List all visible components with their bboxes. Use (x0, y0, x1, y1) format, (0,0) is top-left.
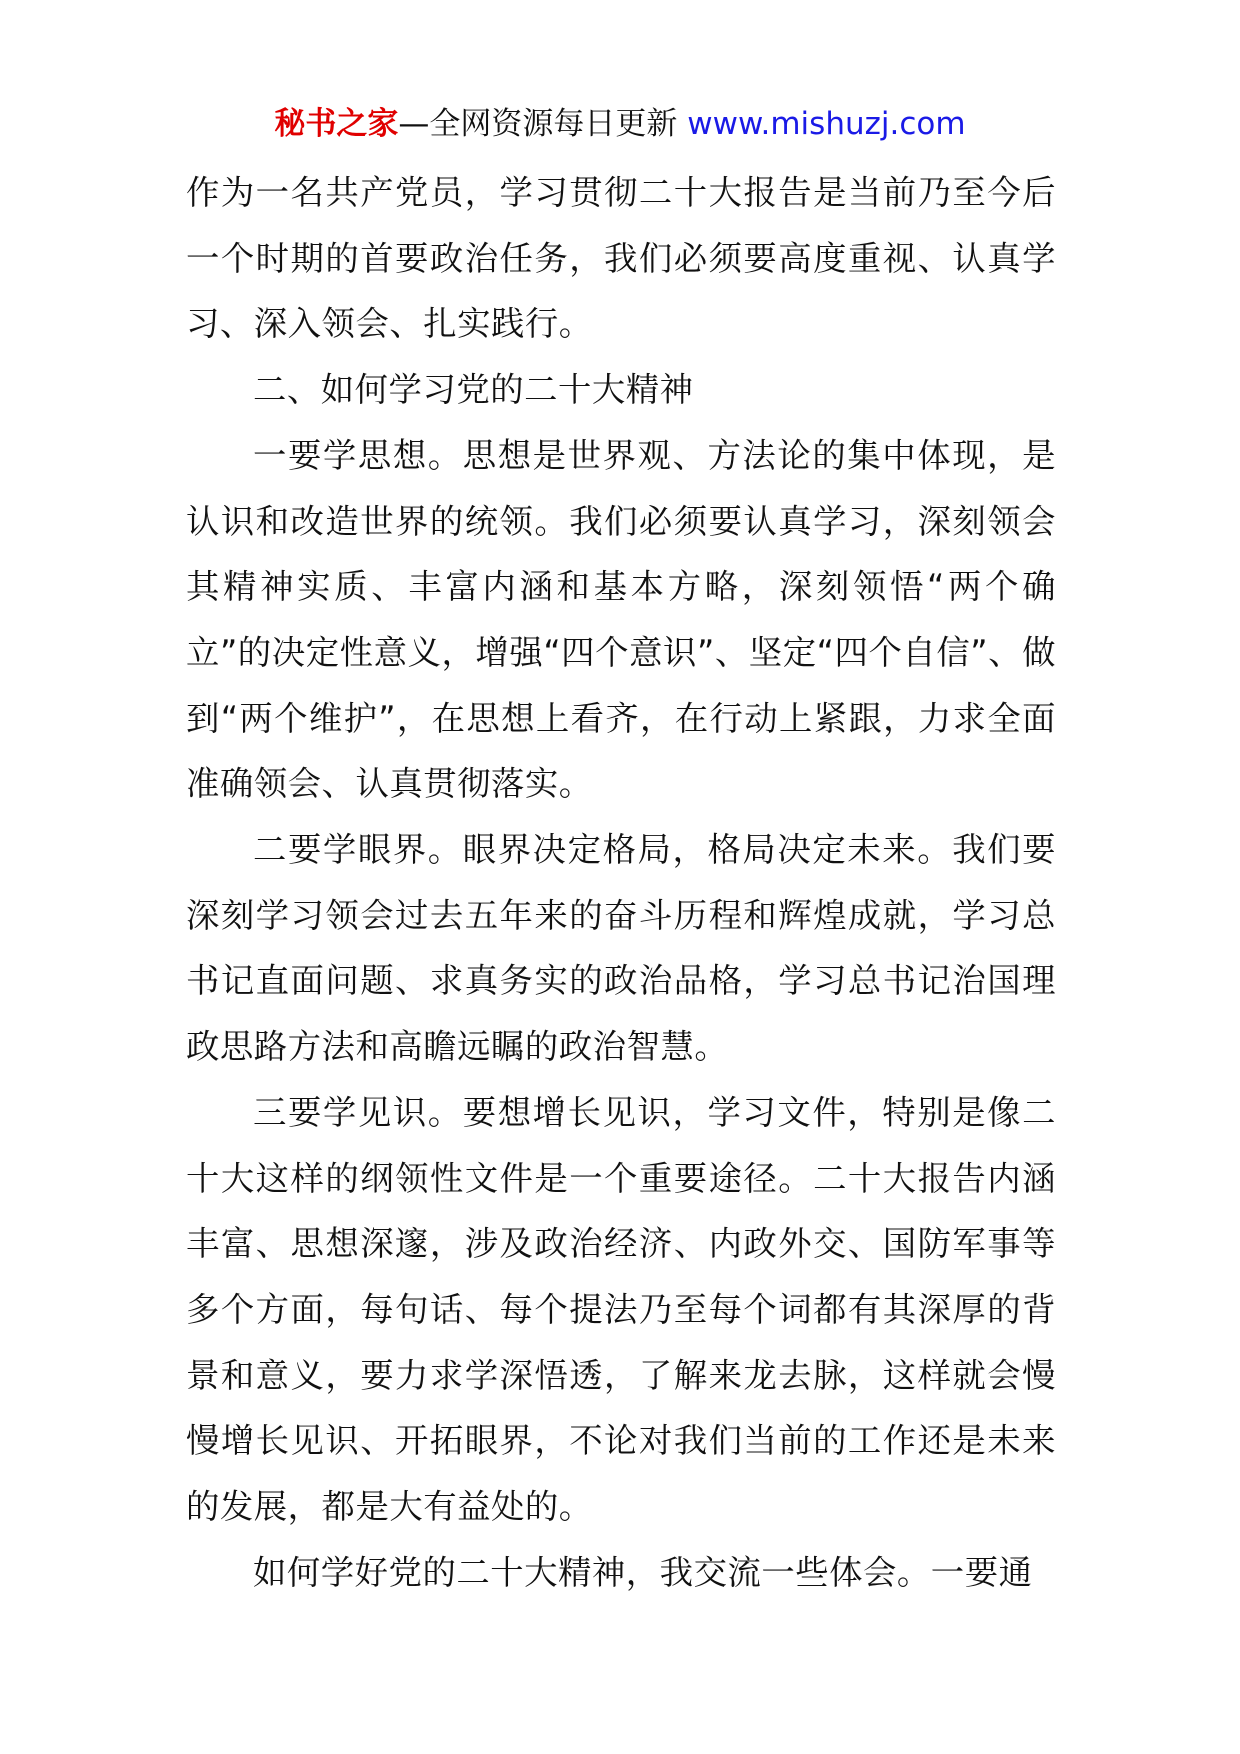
document-body (186, 160, 1056, 1605)
page-header (0, 98, 1240, 150)
paragraph-closing: 如何学好党的二十大精神，我交流一些体会。一要通 (253, 1552, 1033, 1592)
paragraph-vision: 二要学眼界。眼界决定格局，格局决定未来。我们要深刻学习领会过去五年来的奋斗历程和辉煌成就，学习总书记直面问题、求真务实的政治品格，学习总书记治国理政思路方法和高瞻远瞩的政治智慧。 (186, 830, 1056, 1067)
paragraph-intro: 作为一名共产党员，学习贯彻二十大报告是当前乃至今后一个时期的首要政治任务，我们必须要高度重视、认真学习、深入领会、扎实践行。 (186, 173, 1056, 344)
paragraph-thought: 一要学思想。思想是世界观、方法论的集中体现，是认识和改造世界的统领。我们必须要认真学习，深刻领会其精神实质、丰富内涵和基本方略，深刻领悟“两个确立”的决定性意义，增强“四个意识”、坚定“四个自信”、做到“两个维护”，在思想上看齐，在行动上紧跟，力求全面准确领会、认真贯彻落实。 (186, 435, 1056, 804)
section-heading: 二、如何学习党的二十大精神 (253, 370, 694, 410)
header-url-link[interactable]: www.mishuzj.com (687, 106, 966, 142)
paragraph-knowledge: 三要学见识。要想增长见识，学习文件，特别是像二十大这样的纲领性文件是一个重要途径。二十大报告内涵丰富、思想深邃，涉及政治经济、内政外交、国防军事等多个方面，每句话、每个提法乃至每个词都有其深厚的背景和意义，要力求学深悟透，了解来龙去脉，这样就会慢慢增长见识、开拓眼界，不论对我们当前的工作还是未来的发展，都是大有益处的。 (186, 1092, 1056, 1527)
header-brand: 秘书之家 (274, 106, 399, 142)
header-slogan: —全网资源每日更新 (398, 106, 678, 142)
